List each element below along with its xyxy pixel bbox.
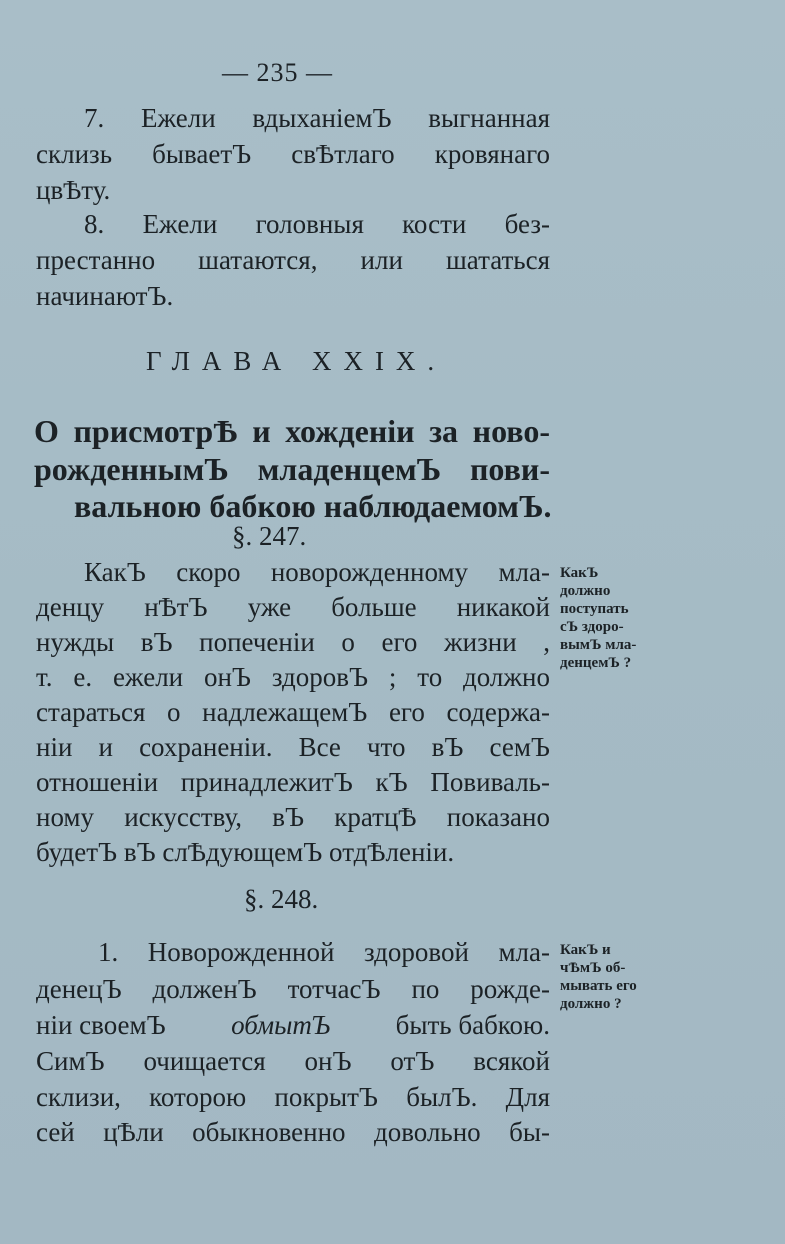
s247-line-3: нужды вЪ попеченіи о его жизни , — [36, 627, 550, 657]
s247-line-7: отношеніи принадлежитЪ кЪ Повиваль- — [36, 767, 550, 797]
s248-line-3-start: ніи своемЪ — [36, 1010, 166, 1040]
s248-margin-note-1: КакЪ и — [560, 942, 611, 958]
section-248-heading: §. 248. — [244, 884, 319, 914]
s248-margin-note-4: должно ? — [560, 996, 622, 1012]
s247-line-8: ному искусству, вЪ кратцѢ показано — [36, 802, 550, 832]
s248-emphasis-word: обмытЪ — [231, 1010, 331, 1040]
s247-margin-note-1: КакЪ — [560, 565, 599, 581]
item8-line-2: престанно шатаются, или шататься — [36, 245, 550, 275]
s248-margin-note-2: чѢмЪ об- — [560, 960, 626, 976]
item8-line-1: 8. Ежели головныя кости без- — [84, 209, 550, 239]
s247-line-1: КакЪ скоро новорожденному мла- — [84, 557, 550, 587]
chapter-heading: ГЛАВА XXIX. — [146, 346, 447, 376]
item7-line-2: склизь бываетЪ свѢтлаго кровянаго — [36, 139, 550, 169]
s247-line-2: денцу нѢтЪ уже больше никакой — [36, 592, 550, 622]
s247-margin-note-2: должно — [560, 583, 611, 599]
chapter-title-line-2: рожденнымЪ младенцемЪ пови- — [34, 451, 550, 487]
s248-line-1: 1. Новорожденной здоровой мла- — [98, 937, 550, 967]
s248-line-6: сей цѢли обыкновенно довольно бы- — [36, 1117, 550, 1147]
s247-line-9: будетЪ вЪ слѢдующемЪ отдѢленіи. — [36, 837, 455, 867]
item7-line-3: цвѢту. — [36, 175, 111, 205]
s247-line-6: ніи и сохраненіи. Все что вЪ семЪ — [36, 732, 550, 762]
s247-margin-note-3: поступать — [560, 601, 629, 617]
s247-line-4: т. е. ежели онЪ здоровЪ ; то должно — [36, 662, 550, 692]
s248-line-5: склизи, которою покрытЪ былЪ. Для — [36, 1082, 550, 1112]
s247-line-5: стараться о надлежащемЪ его содержа- — [36, 697, 550, 727]
s248-line-4: СимЪ очищается онЪ отЪ всякой — [36, 1046, 550, 1076]
chapter-title-line-1: О присмотрѢ и хожденіи за ново- — [34, 413, 550, 449]
item7-line-1: 7. Ежели вдыханіемЪ выгнанная — [84, 103, 550, 133]
s248-line-3 — [36, 1008, 550, 1042]
s248-line-2: денецЪ долженЪ тотчасЪ по рожде- — [36, 974, 550, 1004]
s247-margin-note-4: сЪ здоро- — [560, 619, 624, 635]
page-number: — 235 — — [222, 58, 333, 87]
section-247-heading: §. 247. — [232, 521, 307, 551]
s248-line-3-end: быть бабкою. — [395, 1010, 550, 1040]
s247-margin-note-5: вымЪ мла- — [560, 637, 637, 653]
chapter-title-line-3: вальною бабкою наблюдаемомЪ. — [74, 488, 552, 524]
item8-line-3: начинаютЪ. — [36, 281, 174, 311]
s248-margin-note-3: мывать его — [560, 978, 637, 994]
s247-margin-note-6: денцемЪ ? — [560, 655, 632, 671]
